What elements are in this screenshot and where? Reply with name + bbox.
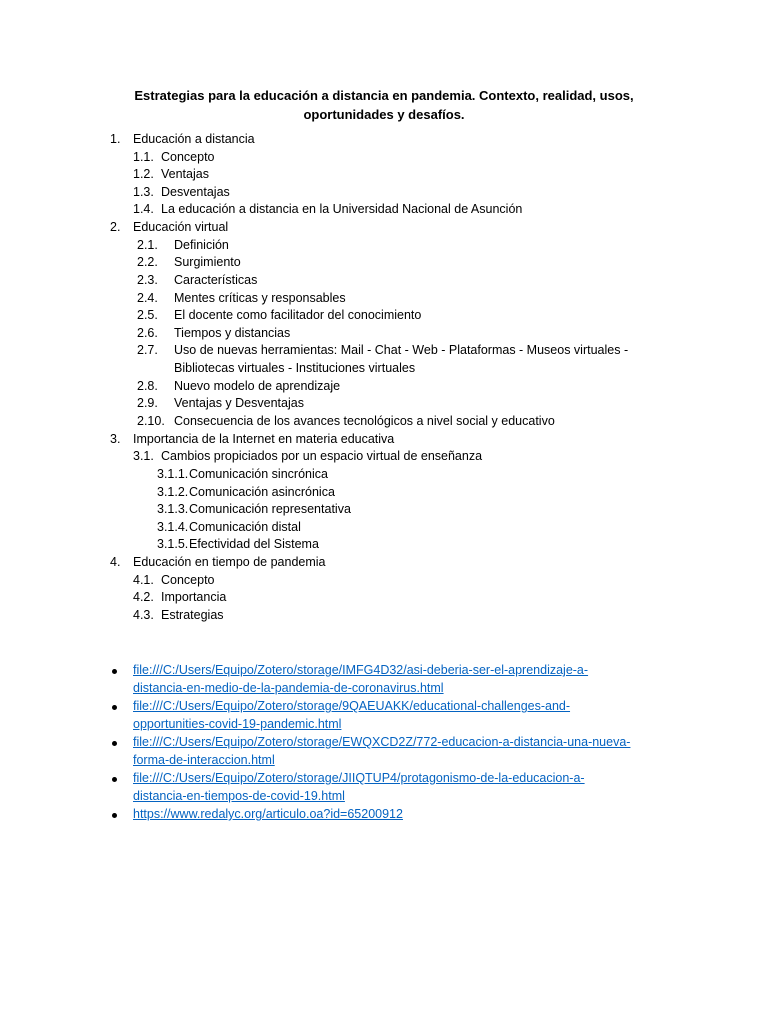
reference-link[interactable]: file:///C:/Users/Equipo/Zotero/storage/IMFG4D32/asi-deberia-ser-el-aprendizaje-a-	[133, 663, 589, 677]
outline-item-number: 3.1.	[133, 449, 154, 463]
bullet-icon	[112, 669, 117, 674]
outline-item-text: Importancia de la Internet en materia educativa	[133, 432, 395, 446]
outline-item-text: Importancia	[161, 590, 227, 604]
outline-item-text: Educación a distancia	[133, 132, 255, 146]
outline-item-text: La educación a distancia en la Universidad Nacional de Asunción	[161, 202, 523, 216]
outline-item-text: Estrategias	[161, 608, 224, 622]
outline-item-text: Cambios propiciados por un espacio virtual de enseñanza	[161, 449, 483, 463]
outline-item-number: 3.1.1.	[157, 467, 189, 481]
bullet-icon	[112, 705, 117, 710]
outline-item-text: Características	[174, 273, 258, 287]
outline-item-text: Tiempos y distancias	[174, 326, 291, 340]
outline-item-number: 2.6.	[137, 326, 158, 340]
outline-item-text: Ventajas y Desventajas	[174, 396, 304, 410]
outline-item-number: 2.7.	[137, 343, 158, 357]
outline-item-number: 4.	[110, 555, 121, 569]
outline-item-number: 3.1.3.	[157, 502, 189, 516]
reference-link[interactable]: file:///C:/Users/Equipo/Zotero/storage/JIIQTUP4/protagonismo-de-la-educacion-a-	[133, 771, 585, 785]
outline-item-text: El docente como facilitador del conocimiento	[174, 308, 422, 322]
outline-item-number: 1.4.	[133, 202, 154, 216]
reference-link-continuation[interactable]: distancia-en-medio-de-la-pandemia-de-coronavirus.html	[133, 680, 444, 695]
reference-link-continuation[interactable]: forma-de-interaccion.html	[133, 752, 275, 767]
outline-item-text: Comunicación representativa	[189, 502, 351, 516]
outline-item-text: Desventajas	[161, 185, 230, 199]
bullet-icon	[112, 813, 117, 818]
outline-item-number: 3.	[110, 432, 121, 446]
outline-item-number: 1.3.	[133, 185, 154, 199]
reference-link[interactable]: file:///C:/Users/Equipo/Zotero/storage/9QAEUAKK/educational-challenges-and-	[133, 699, 571, 713]
outline-item-number: 2.3.	[137, 273, 158, 287]
bullet-icon	[112, 777, 117, 782]
outline-item-text: Comunicación distal	[189, 520, 301, 534]
reference-link-continuation[interactable]: distancia-en-tiempos-de-covid-19.html	[133, 788, 345, 803]
outline-item-number: 3.1.5.	[157, 537, 189, 551]
title-line-2: oportunidades y desafíos.	[303, 107, 465, 122]
outline-item-text: Consecuencia de los avances tecnológicos a nivel social y educativo	[174, 414, 555, 428]
outline-item-number: 1.2.	[133, 167, 154, 181]
outline-item-number: 4.3.	[133, 608, 154, 622]
outline-item-text: Comunicación sincrónica	[189, 467, 328, 481]
outline-item-number: 2.4.	[137, 291, 158, 305]
outline-item-number: 2.10.	[137, 414, 165, 428]
outline-item-text: Educación en tiempo de pandemia	[133, 555, 326, 569]
outline-item-number: 1.1.	[133, 150, 154, 164]
reference-link-continuation[interactable]: opportunities-covid-19-pandemic.html	[133, 716, 342, 731]
outline-item-number: 4.1.	[133, 573, 154, 587]
reference-link[interactable]: https://www.redalyc.org/articulo.oa?id=65200912	[133, 807, 403, 821]
outline-item-text: Surgimiento	[174, 255, 241, 269]
outline-item-number: 3.1.2.	[157, 485, 189, 499]
outline-item-number: 2.5.	[137, 308, 158, 322]
outline-item-number: 1.	[110, 132, 121, 146]
outline-item-text: Comunicación asincrónica	[189, 485, 335, 499]
outline-item-number: 2.1.	[137, 238, 158, 252]
outline-item-text: Educación virtual	[133, 220, 229, 234]
outline-item-number: 2.8.	[137, 379, 158, 393]
outline-item-text: Bibliotecas virtuales - Instituciones virtuales	[174, 361, 416, 375]
document-title	[110, 86, 658, 124]
outline-item-text: Definición	[174, 238, 229, 252]
outline-item-number: 3.1.4.	[157, 520, 189, 534]
outline-item-text: Concepto	[161, 150, 215, 164]
title-line-1: Estrategias para la educación a distancia en pandemia. Contexto, realidad, usos,	[134, 88, 634, 103]
outline-item-number: 4.2.	[133, 590, 154, 604]
outline-item-text: Uso de nuevas herramientas: Mail - Chat - Web - Plataformas - Museos virtuales -	[174, 343, 629, 357]
bullet-icon	[112, 741, 117, 746]
reference-link[interactable]: file:///C:/Users/Equipo/Zotero/storage/EWQXCD2Z/772-educacion-a-distancia-una-nueva-	[133, 735, 631, 749]
outline-item-text: Ventajas	[161, 167, 209, 181]
outline-item-number: 2.	[110, 220, 121, 234]
outline-item-number: 2.9.	[137, 396, 158, 410]
outline-item-text: Efectividad del Sistema	[189, 537, 319, 551]
outline-item-number: 2.2.	[137, 255, 158, 269]
outline-item-text: Mentes críticas y responsables	[174, 291, 346, 305]
outline-item-text: Concepto	[161, 573, 215, 587]
outline-item-text: Nuevo modelo de aprendizaje	[174, 379, 341, 393]
